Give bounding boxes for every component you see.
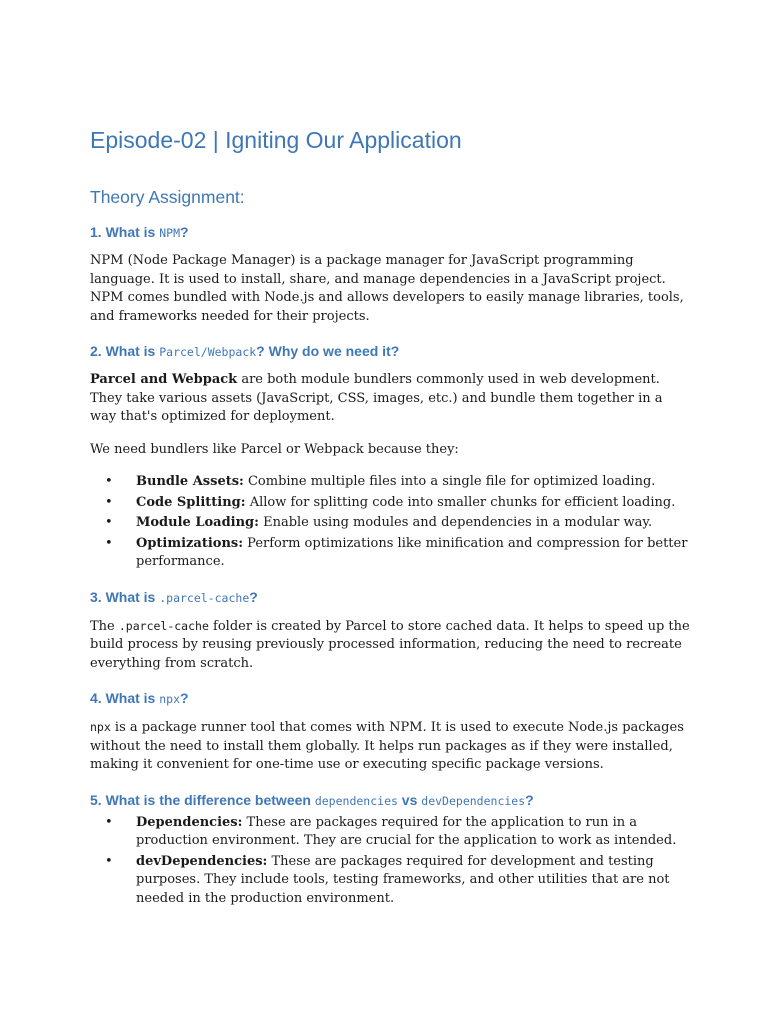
document-page [90,120,690,922]
list-item-text: These are packages required for the application to run in a production environment. They are crucial for the application to work as intended. [136,814,677,848]
question-2-suffix: ? Why do we need it? [256,343,400,359]
list-item-text: Enable using modules and dependencies in a modular way. [258,515,653,530]
question-5-code-2: devDependencies [421,793,526,808]
question-4-code: npx [159,692,181,706]
question-3-suffix: ? [249,588,258,605]
answer-1-paragraph: NPM (Node Package Manager) is a package manager for JavaScript programming language. It is used to install, share, and manage dependencies in a JavaScript project. NPM comes bundled with Node.js and allows developers to easily manage libraries, tools, and frameworks needed for their projects. [90,253,684,324]
list-item-term: Optimizations: [136,535,244,551]
list-item-term: Module Loading: [136,515,259,530]
question-1-heading [90,221,690,244]
question-5-suffix: ? [525,791,534,808]
list-item [136,473,690,492]
list-item-term: Code Splitting: [136,494,246,510]
answer-4-code: npx [90,720,111,734]
dependency-types-list [90,814,690,909]
list-item [136,814,690,851]
answer-3-paragraph [90,617,690,674]
list-item-text: These are packages required for development and testing purposes. They include tools, testing frameworks, and other utilities that are not needed in the production environment. [136,853,670,906]
question-4-suffix: ? [180,690,189,706]
list-item [136,514,690,533]
question-5-mid: vs [397,791,422,808]
list-item [136,535,690,572]
answer-3-post: folder is created by Parcel to store cached data. It helps to speed up the build process by reusing previously processed information, reducing the need to recreate everything from scratch. [90,618,690,671]
question-1-prefix: 1. What is [90,224,160,240]
list-item-text: Combine multiple files into a single file for optimized loading. [243,474,656,489]
answer-4-paragraph [90,718,690,775]
list-item-text: Allow for splitting code into smaller chunks for efficient loading. [245,494,676,510]
question-1-suffix: ? [180,224,189,240]
answer-2-bold: Parcel and Webpack [90,372,238,387]
list-item [136,494,690,513]
question-5-prefix: 5. What is the difference between [90,791,315,808]
question-3-heading [90,586,690,609]
answer-2-intro: We need bundlers like Parcel or Webpack because they: [90,441,459,457]
answer-2-paragraph [90,371,690,427]
question-2-prefix: 2. What is [90,343,160,359]
document-title: Episode-02 | Igniting Our Application [90,127,462,153]
bundler-benefits-list [90,473,690,572]
question-2-code: Parcel/Webpack [159,345,257,359]
question-4-prefix: 4. What is [90,690,160,706]
question-4-heading [90,687,690,710]
question-2-heading [90,340,690,363]
list-item-text: Perform optimizations like minification and compression for better performance. [136,535,688,569]
list-item-term: Dependencies: [136,814,243,830]
question-5-code-1: dependencies [314,793,398,808]
list-item-term: devDependencies: [136,853,268,869]
answer-3-code: .parcel-cache [118,618,209,633]
list-item [136,853,690,909]
list-item-term: Bundle Assets: [136,474,244,489]
question-3-code: .parcel-cache [159,590,250,605]
question-5-heading [90,789,690,812]
answer-2-rest: are both module bundlers commonly used in web development. They take various assets (JavaScript, CSS, images, etc.) and bundle them together in a way that's optimized for deployment. [90,372,663,424]
question-3-prefix: 3. What is [90,588,160,605]
answer-4-post: is a package runner tool that comes with NPM. It is used to execute Node.js packages without the need to install them globally. It helps run packages as if they were installed, making it convenient for one-time use or executing specific package versions. [90,720,684,772]
section-heading: Theory Assignment: [90,187,245,207]
answer-3-pre: The [90,618,119,634]
question-1-code: NPM [159,226,181,240]
